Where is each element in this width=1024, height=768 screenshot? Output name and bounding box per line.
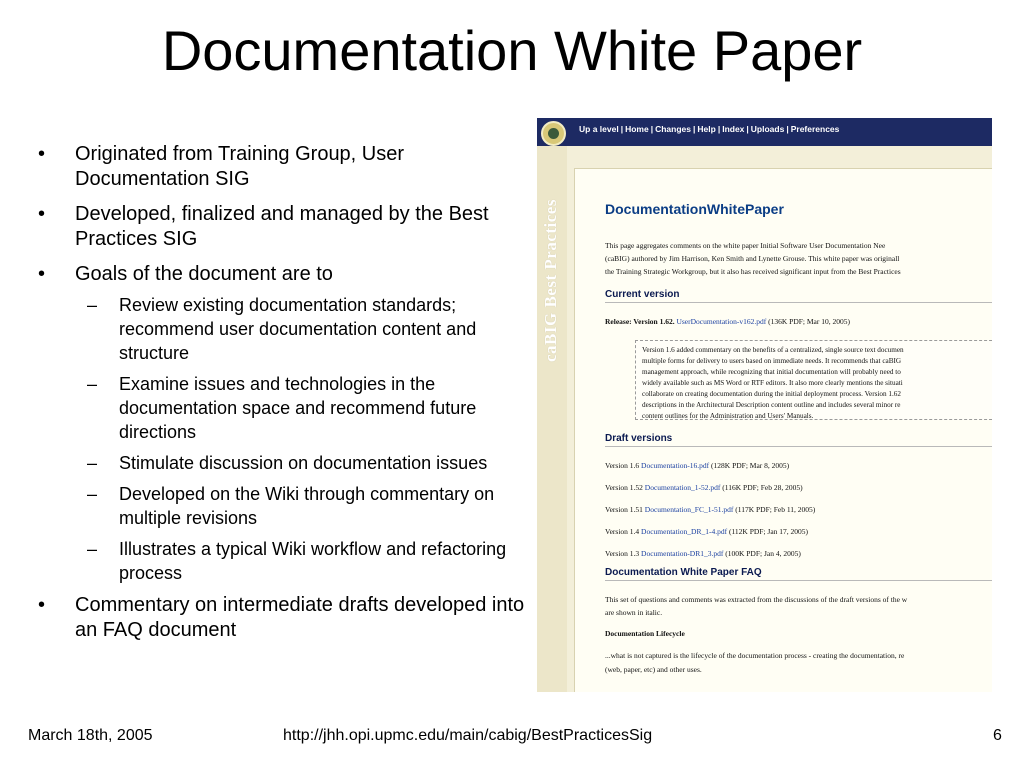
release-line: [605, 315, 850, 328]
sub-bullet-text: Developed on the Wiki through commentary on multiple revisions: [119, 484, 495, 528]
sub-bullet-item: [30, 482, 525, 530]
draft-meta: (100K PDF; Jan 4, 2005): [725, 549, 801, 558]
bullet-text: Goals of the document are to: [75, 263, 333, 285]
dash-mark: –: [87, 484, 98, 504]
note-line: widely available such as MS Word or RTF editors. It also more clearly mentions the situati: [642, 379, 903, 387]
draft-row: [605, 481, 803, 494]
nav-uploads[interactable]: Uploads: [750, 124, 785, 134]
sub-bullet-item: [30, 293, 525, 365]
bullet-text: Commentary on intermediate drafts developed into an FAQ document: [75, 594, 525, 641]
wiki-screenshot: [537, 118, 992, 692]
draft-row: [605, 547, 801, 560]
bullet-item: [30, 262, 525, 287]
intro-line: This page aggregates comments on the white paper Initial Software User Documentation Nee: [605, 241, 886, 250]
draft-link[interactable]: Documentation_FC_1-51.pdf: [644, 505, 734, 514]
lifecycle-line: (web, paper, etc) and other uses.: [605, 665, 702, 674]
note-line: multiple forms for delivery to users based on immediate needs. It recommends that caBIG: [642, 357, 902, 365]
footer-page-number: 6: [993, 727, 1002, 744]
wiki-content: [574, 168, 992, 692]
nav-separator: |: [717, 124, 721, 134]
footer-url: http://jhh.opi.upmc.edu/main/cabig/BestPracticesSig: [283, 727, 653, 744]
bullet-item: [30, 593, 525, 643]
nav-changes[interactable]: Changes: [655, 124, 691, 134]
nav-help[interactable]: Help: [697, 124, 716, 134]
draft-link[interactable]: Documentation_1-52.pdf: [644, 483, 721, 492]
draft-row: [605, 525, 808, 538]
draft-label: Version 1.52: [605, 483, 643, 492]
note-line: Version 1.6 added commentary on the benefits of a centralized, single source text documen: [642, 346, 904, 354]
intro-line: (caBIG) authored by Jim Harrison, Ken Smith and Lynette Grouse. This white paper was originall: [605, 254, 900, 263]
nav-separator: |: [650, 124, 654, 134]
faq-heading: Documentation White Paper FAQ: [605, 567, 992, 581]
footer-date: March 18th, 2005: [28, 727, 153, 744]
release-label: Release: Version 1.62.: [605, 317, 675, 326]
bullet-mark: •: [38, 203, 46, 225]
note-line: management approach, while recognizing that initial documentation will probably need to: [642, 368, 901, 376]
release-meta: (136K PDF; Mar 10, 2005): [768, 317, 850, 326]
draft-label: Version 1.51: [605, 505, 643, 514]
slide-title: Documentation White Paper: [161, 19, 863, 82]
bullet-item: [30, 202, 525, 252]
draft-versions-heading: Draft versions: [605, 433, 992, 447]
bullet-mark: •: [38, 263, 46, 285]
sub-bullet-item: [30, 372, 525, 444]
draft-meta: (128K PDF; Mar 8, 2005): [711, 461, 790, 470]
version-note-box: [635, 340, 992, 420]
draft-link[interactable]: Documentation-16.pdf: [641, 461, 710, 470]
draft-label: Version 1.3: [605, 549, 640, 558]
sub-bullet-text: Review existing documentation standards; recommend user documentation content and structure: [119, 295, 477, 363]
nav-preferences[interactable]: Preferences: [790, 124, 840, 134]
nav-home[interactable]: Home: [625, 124, 649, 134]
nav-separator: |: [693, 124, 696, 134]
draft-meta: (112K PDF; Jan 17, 2005): [728, 527, 809, 536]
wiki-page-title: DocumentationWhitePaper: [605, 201, 784, 217]
draft-link[interactable]: Documentation_DR_1-4.pdf: [641, 527, 728, 536]
wiki-nav-links: [579, 124, 839, 134]
bullet-mark: •: [38, 143, 46, 165]
nav-separator: |: [620, 124, 624, 134]
draft-meta: (117K PDF; Feb 11, 2005): [735, 505, 816, 514]
nav-up-a-level[interactable]: Up a level: [579, 124, 619, 134]
current-version-heading: Current version: [605, 289, 992, 303]
wiki-navbar: [537, 118, 992, 146]
dash-mark: –: [87, 295, 98, 315]
note-line: content outlines for the Administration and Users' Manuals.: [642, 412, 814, 420]
faq-intro-line: This set of questions and comments was extracted from the discussions of the draft versions of the w: [605, 595, 908, 604]
lifecycle-line: ...what is not captured is the lifecycle of the documentation process - creating the documentation, re: [605, 651, 905, 660]
wiki-side-banner: [537, 146, 567, 692]
bullet-text: Originated from Training Group, User Documentation SIG: [75, 143, 405, 190]
lifecycle-heading: Documentation Lifecycle: [605, 629, 685, 638]
dash-mark: –: [87, 453, 98, 473]
sub-bullet-text: Examine issues and technologies in the documentation space and recommend future directions: [119, 374, 477, 442]
intro-line: the Training Strategic Workgroup, but it also has received significant input from the Best Practices: [605, 267, 901, 276]
sub-bullet-list: [30, 293, 525, 585]
draft-meta: (116K PDF; Feb 28, 2005): [722, 483, 803, 492]
draft-link[interactable]: Documentation-DR1_3.pdf: [641, 549, 724, 558]
sub-bullet-text: Illustrates a typical Wiki workflow and refactoring process: [119, 539, 507, 583]
draft-label: Version 1.4: [605, 527, 640, 536]
seal-logo-icon: [541, 121, 566, 146]
note-line: descriptions in the Architectural Description content outline and includes several minor re: [642, 401, 901, 409]
nav-index[interactable]: Index: [722, 124, 745, 134]
release-link[interactable]: UserDocumentation-v162.pdf: [676, 317, 767, 326]
sub-bullet-item: [30, 537, 525, 585]
bullet-item: [30, 142, 525, 192]
nav-separator: |: [746, 124, 749, 134]
draft-row: [605, 503, 815, 516]
note-line: collaborate on creating documentation during the initial deployment process. Version 1.62: [642, 390, 901, 398]
bullet-list: [30, 142, 525, 653]
dash-mark: –: [87, 374, 98, 394]
draft-row: [605, 459, 789, 472]
nav-separator: |: [786, 124, 789, 134]
bullet-mark: •: [38, 594, 46, 616]
bullet-text: Developed, finalized and managed by the Best Practices SIG: [75, 203, 489, 250]
sub-bullet-item: [30, 451, 525, 475]
dash-mark: –: [87, 539, 98, 559]
side-banner-label: caBIG Best Practices: [541, 199, 560, 362]
sub-bullet-text: Stimulate discussion on documentation issues: [119, 453, 488, 473]
draft-label: Version 1.6: [605, 461, 640, 470]
faq-intro-line: are shown in italic.: [605, 608, 663, 617]
